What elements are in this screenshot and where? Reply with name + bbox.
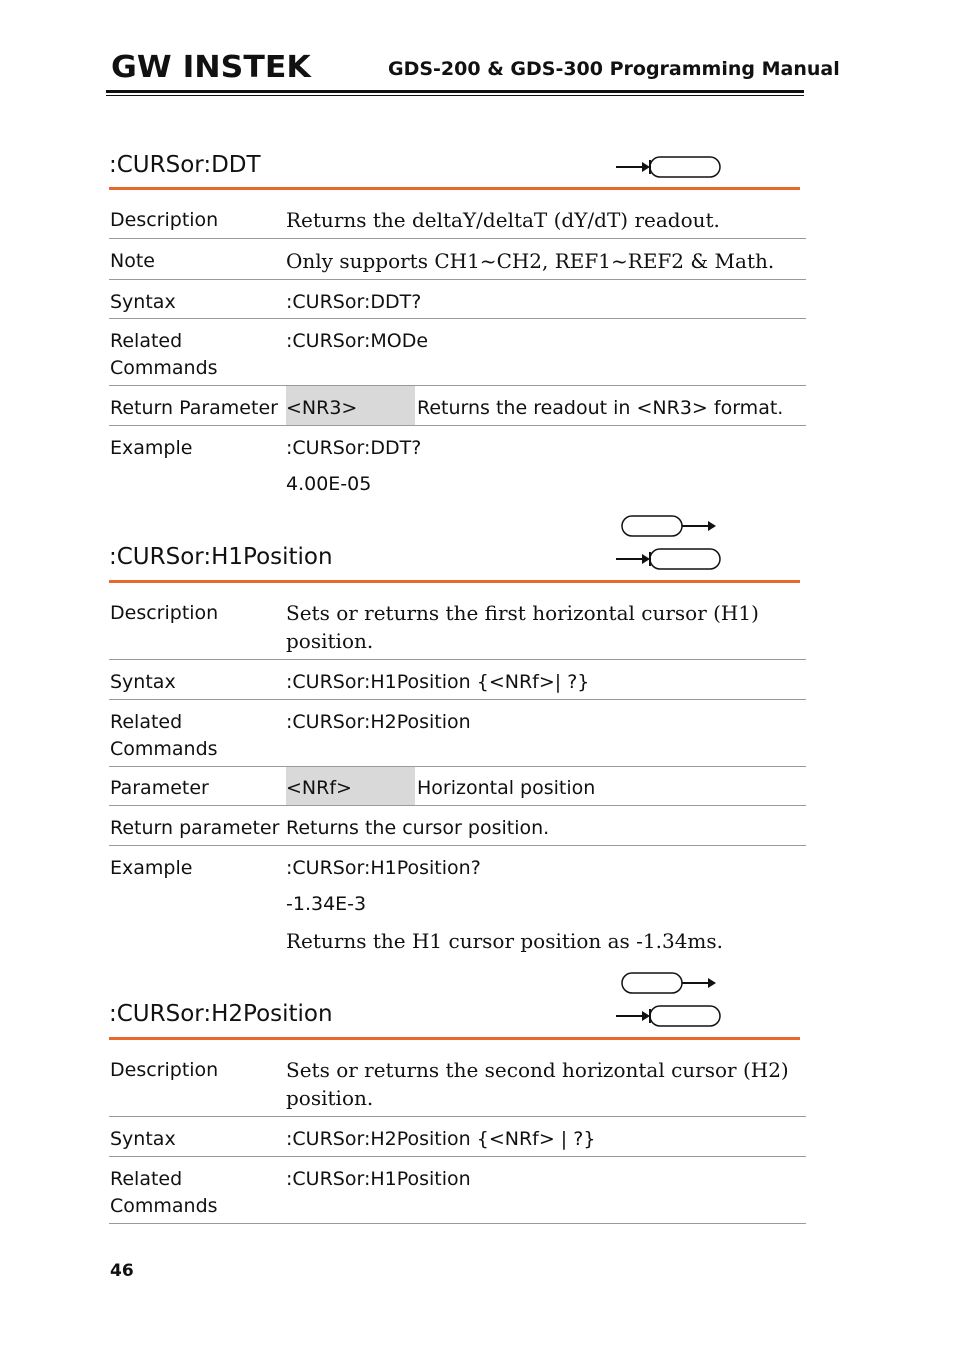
related-label-2: Commands	[110, 357, 218, 379]
section-rule	[109, 1037, 800, 1040]
related-label: Related	[110, 330, 183, 352]
syntax-text: :CURSor:H1Position {<NRf>| ?}	[286, 671, 590, 693]
related-label: Related	[110, 1168, 183, 1190]
syntax-label: Syntax	[110, 291, 176, 313]
row-divider	[109, 766, 806, 767]
section-title-h2position: :CURSor:H2Position	[109, 1001, 333, 1027]
example-command: :CURSor:DDT?	[286, 437, 422, 459]
syntax-label: Syntax	[110, 671, 176, 693]
related-label-2: Commands	[110, 738, 218, 760]
query-icon	[614, 1003, 724, 1029]
section-rule	[109, 187, 800, 190]
return-param: <NR3>	[286, 397, 358, 419]
return-param-label: Return parameter	[110, 817, 280, 839]
note-text: Only supports CH1~CH2, REF1~REF2 & Math.	[286, 249, 775, 273]
section-title-ddt: :CURSor:DDT	[109, 152, 261, 178]
related-label-2: Commands	[110, 1195, 218, 1217]
syntax-label: Syntax	[110, 1128, 176, 1150]
example-label: Example	[110, 857, 193, 879]
row-divider	[109, 1156, 806, 1157]
description-text-2: position.	[286, 629, 374, 653]
set-icon	[614, 970, 724, 996]
section-title-h1position: :CURSor:H1Position	[109, 544, 333, 570]
row-divider	[109, 699, 806, 700]
row-divider	[109, 425, 806, 426]
description-label: Description	[110, 209, 219, 231]
description-label: Description	[110, 602, 219, 624]
row-divider	[109, 279, 806, 280]
row-divider	[109, 1116, 806, 1117]
query-icon	[614, 154, 724, 180]
return-param-label: Return Parameter	[110, 397, 278, 419]
parameter-desc: Horizontal position	[417, 777, 596, 799]
row-divider	[109, 238, 806, 239]
return-param-desc: Returns the cursor position.	[286, 817, 550, 839]
row-divider	[109, 318, 806, 319]
set-icon	[614, 513, 724, 539]
row-divider	[109, 845, 806, 846]
description-text: Returns the deltaY/deltaT (dY/dT) readout.	[286, 208, 720, 232]
note-label: Note	[110, 250, 155, 272]
page-number: 46	[110, 1261, 134, 1281]
example-result: 4.00E-05	[286, 473, 372, 495]
row-divider	[109, 1223, 806, 1224]
row-divider	[109, 805, 806, 806]
brand-logo: GW INSTEK	[111, 50, 311, 85]
related-label: Related	[110, 711, 183, 733]
example-result: -1.34E-3	[286, 893, 367, 915]
parameter-label: Parameter	[110, 777, 209, 799]
example-command: :CURSor:H1Position?	[286, 857, 481, 879]
parameter: <NRf>	[286, 777, 352, 799]
description-label: Description	[110, 1059, 219, 1081]
row-divider	[109, 659, 806, 660]
related-text: :CURSor:H2Position	[286, 711, 471, 733]
description-text: Sets or returns the first horizontal cursor (H1)	[286, 601, 759, 625]
description-text-2: position.	[286, 1086, 374, 1110]
header-rule	[106, 90, 804, 93]
syntax-text: :CURSor:H2Position {<NRf> | ?}	[286, 1128, 596, 1150]
related-text: :CURSor:H1Position	[286, 1168, 471, 1190]
header-rule-thin	[106, 95, 804, 96]
description-text: Sets or returns the second horizontal cursor (H2)	[286, 1058, 789, 1082]
row-divider	[109, 385, 806, 386]
syntax-text: :CURSor:DDT?	[286, 291, 422, 313]
related-text: :CURSor:MODe	[286, 330, 429, 352]
section-rule	[109, 580, 800, 583]
manual-title: GDS-200 & GDS-300 Programming Manual	[388, 58, 840, 80]
example-label: Example	[110, 437, 193, 459]
return-param-desc: Returns the readout in <NR3> format.	[417, 397, 784, 419]
example-note: Returns the H1 cursor position as -1.34ms.	[286, 929, 724, 953]
query-icon	[614, 546, 724, 572]
